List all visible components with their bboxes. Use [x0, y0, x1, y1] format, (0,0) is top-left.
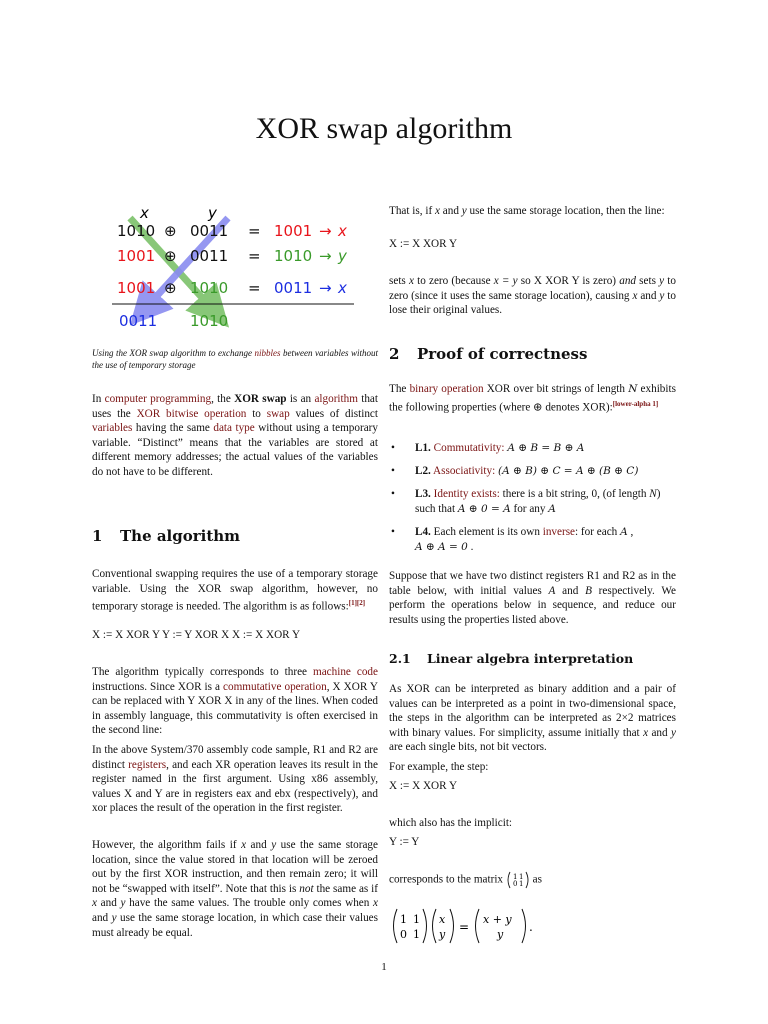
- svg-text:0: 0: [400, 928, 407, 941]
- section-2-1-heading: 2.1 Linear algebra interpretation: [389, 651, 634, 666]
- svg-text:0: 0: [512, 880, 518, 888]
- row2-arrow: →: [319, 247, 332, 265]
- col-x-label: x: [140, 204, 149, 222]
- svg-text:x: x: [439, 913, 446, 926]
- variables-link[interactable]: variables: [92, 422, 133, 435]
- section-1-paragraph-3: In the above System/370 assembly code sample, R1 and R2 are distinct registers, and each XR operation leaves its result in the register named in the first argument. Using x86 assembly, values X and Y are in registers eax and ebx (respectively), and xor places the result of the operation in the first register.: [92, 744, 378, 815]
- section-1-paragraph-4: However, the algorithm fails if x and y use the same storage location, since the value stored in that location will be zeroed out by the first XOR instruction, and then remain zero; it will not be “swapped with itself”. Note that this is not the same as if x and y have the same values. The trouble only comes when x and y use the same storage location, in which case their values must already be equal.: [92, 839, 379, 939]
- right-paragraph-1: That is, if x and y use the same storage location, then the line:: [389, 205, 665, 217]
- svg-text:x + y: x + y: [483, 913, 512, 926]
- row1-right: 0011: [190, 222, 229, 240]
- row2-op: ⊕: [164, 247, 177, 265]
- svg-text:y: y: [497, 928, 504, 941]
- inverse-link[interactable]: inverse: [542, 526, 576, 538]
- data-type-link[interactable]: data type: [213, 422, 255, 435]
- final-y: 1010: [190, 312, 229, 330]
- list-item: • L2. Associativity: (A ⊕ B) ⊕ C = A ⊕ (B ⊕ C): [391, 465, 639, 477]
- section-2-1-paragraph-3: which also has the implicit:: [389, 817, 513, 829]
- svg-text:.: .: [529, 920, 533, 934]
- list-item: • L1. Commutativity: A ⊕ B = B ⊕ A: [391, 442, 585, 454]
- intro-paragraph: In computer programming, the XOR swap is an algorithm that uses the XOR bitwise operation to swap values of distinct variables having the same data type without using a temporary variable. “Distinct” means that the variables are stored at different memory addresses; the actual values of the variables do not have to be different.: [92, 393, 379, 478]
- machine-code-link[interactable]: machine code: [313, 666, 378, 678]
- step-code-2: Y := Y: [389, 836, 420, 848]
- page-number: 1: [381, 961, 387, 973]
- section-2-paragraph-2: Suppose that we have two distinct registers R1 and R2 as in the table below, with initial values A and B respectively. We perform the operations below in sequence, and reduce our results using the properties listed above.: [389, 570, 676, 626]
- svg-text:1: 1: [413, 928, 420, 941]
- row3-right: 1010: [190, 279, 229, 297]
- commutativity-link[interactable]: Commutativity:: [433, 442, 505, 454]
- row3-result: 0011: [274, 279, 313, 297]
- xor-link[interactable]: XOR: [136, 407, 161, 420]
- commutative-operation-link[interactable]: commutative operation: [223, 680, 327, 693]
- row2-left: 1001: [117, 247, 156, 265]
- step-code-1: X := X XOR Y: [389, 780, 458, 792]
- row1-result: 1001: [274, 222, 313, 240]
- section-2-1-paragraph-2: For example, the step:: [389, 761, 489, 773]
- bitwise-operation-link[interactable]: bitwise operation: [166, 407, 247, 420]
- section-1-paragraph-1: Conventional swapping requires the use of a temporary storage variable. Using the XOR swap algorithm, however, no temporary storage is needed. The algorithm is as follows:[1][2]: [92, 568, 378, 613]
- algorithm-link[interactable]: algorithm: [314, 393, 358, 405]
- row1-var: x: [338, 222, 347, 240]
- svg-text:1: 1: [512, 873, 518, 881]
- section-2-1-paragraph-1: As XOR can be interpreted as binary addition and a pair of values can be interpreted as a point in two-dimensional space, the steps in the algorithm can be interpreted as 2×2 matrices with binary values. For simplicity, assume initially that x and y are each single bits, not bit vectors.: [389, 683, 676, 754]
- row1-op: ⊕: [164, 222, 177, 240]
- small-matrix: [506, 871, 530, 889]
- algorithm-code: X := X XOR Y Y := Y XOR X X := X XOR Y: [92, 629, 301, 641]
- row1-arrow: →: [319, 222, 332, 240]
- row2-var: y: [338, 247, 347, 265]
- svg-text:=: =: [459, 920, 470, 934]
- row2-result: 1010: [274, 247, 313, 265]
- swap-link[interactable]: swap: [266, 407, 290, 420]
- reference-1-2[interactable]: [1][2]: [348, 599, 366, 608]
- section-1-paragraph-2: The algorithm typically corresponds to three machine code instructions. Since XOR is a commutative operation, X XOR Y can be replaced with Y XOR X in any of the lines. When coded in assembly language, this commutativity is often exercised in the second line:: [92, 666, 378, 737]
- svg-text:y: y: [439, 928, 446, 941]
- svg-text:1: 1: [400, 913, 407, 926]
- row1-left: 1010: [117, 222, 156, 240]
- right-paragraph-2: sets x to zero (because x = y so X XOR Y is zero) and sets y to zero (since it uses the same storage location), causing x and y to lose their original values.: [389, 275, 677, 317]
- page-title: XOR swap algorithm: [255, 112, 513, 145]
- registers-link[interactable]: registers: [128, 758, 167, 771]
- row3-eq: =: [248, 279, 261, 297]
- xor-swap-figure: [110, 200, 410, 340]
- svg-text:1: 1: [413, 913, 420, 926]
- footnote-lower-alpha-1[interactable]: [lower-alpha 1]: [612, 399, 659, 408]
- identity-exists-link[interactable]: Identity exists:: [433, 488, 500, 500]
- section-1-heading: 1 The algorithm: [92, 527, 241, 545]
- row3-arrow: →: [319, 279, 332, 297]
- row3-var: x: [338, 279, 347, 297]
- col-y-label: y: [208, 204, 217, 222]
- row3-op: ⊕: [164, 279, 177, 297]
- associativity-link[interactable]: Associativity:: [433, 465, 496, 477]
- matrix-equation: [389, 906, 549, 946]
- section-2-1-paragraph-4: corresponds to the matrix 1 1 0 1 as: [389, 873, 542, 888]
- computer-programming-link[interactable]: computer programming: [104, 393, 212, 405]
- svg-text:1: 1: [518, 880, 524, 888]
- figure-caption: Using the XOR swap algorithm to exchange nibbles between variables without the use of temporary storage: [92, 348, 378, 370]
- nibbles-link[interactable]: nibbles: [254, 348, 281, 358]
- row3-left: 1001: [117, 279, 156, 297]
- section-2-heading: 2 Proof of correctness: [389, 345, 588, 363]
- final-x: 0011: [119, 312, 158, 330]
- list-item: • L3. Identity exists: there is a bit string, 0, (of length N) such that A ⊕ 0 = A for any A: [391, 488, 661, 515]
- row2-right: 0011: [190, 247, 229, 265]
- binary-operation-link[interactable]: binary operation: [409, 383, 484, 395]
- right-code: X := X XOR Y: [389, 238, 458, 250]
- row2-eq: =: [248, 247, 261, 265]
- svg-text:1: 1: [518, 873, 524, 881]
- row1-eq: =: [248, 222, 261, 240]
- list-item: • L4. Each element is its own inverse: for each A , A ⊕ A = 0 .: [391, 526, 634, 553]
- section-2-paragraph-1: The binary operation XOR over bit strings of length N exhibits the following properties (where ⊕ denotes XOR):[lower-alpha 1]: [389, 383, 676, 414]
